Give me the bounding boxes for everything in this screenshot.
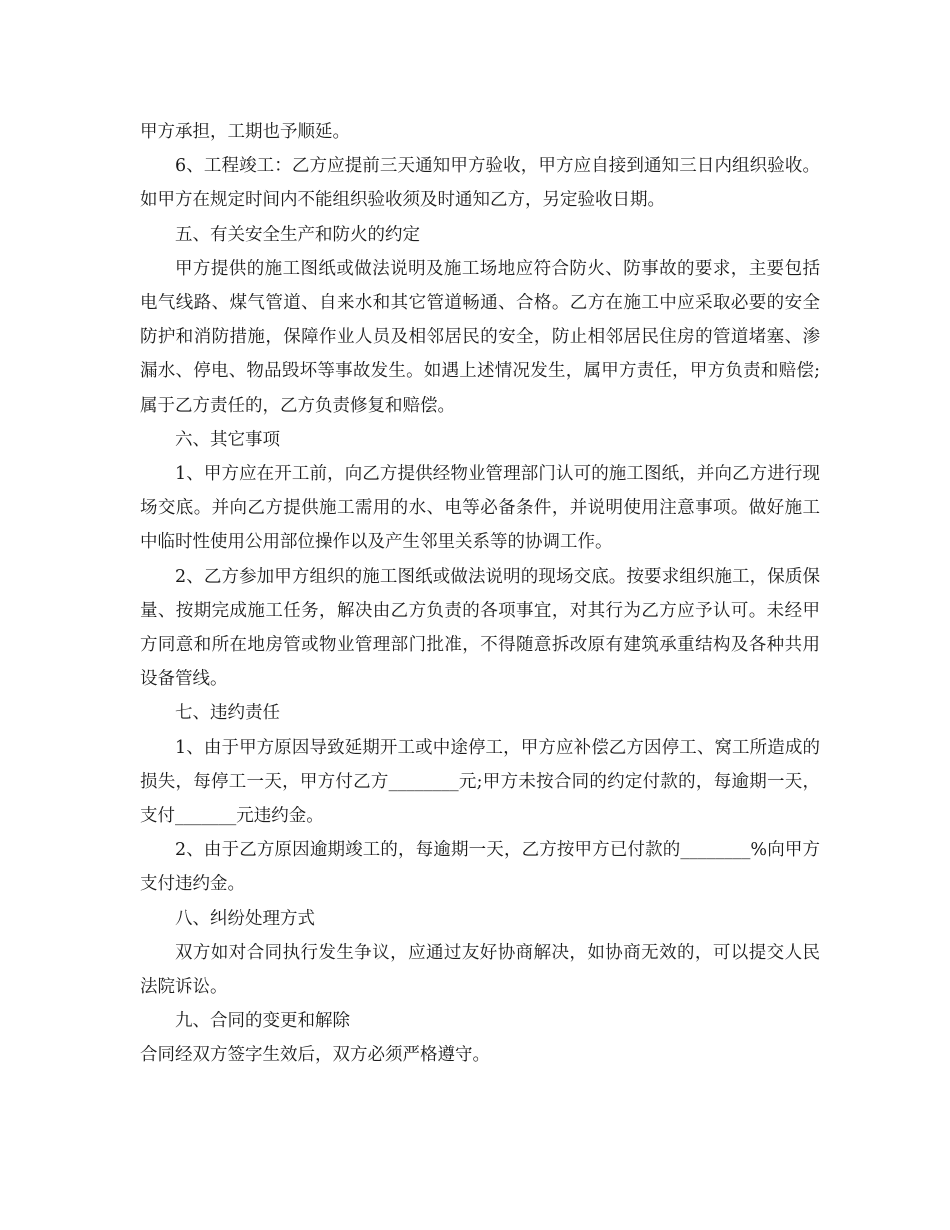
paragraph-safety-terms: 甲方提供的施工图纸或做法说明及施工场地应符合防火、防事故的要求，主要包括电气线路、煤气管道、自来水和其它管道畅通、合格。乙方在施工中应采取必要的安全防护和消防措施，保障作业人员及相邻居民的安全，防止相邻居民住房的管道堵塞、渗漏水、停电、物品毁坏等事故发生。如遇上述情况发生，属甲方责任，甲方负责和赔偿;属于乙方责任的，乙方负责修复和赔偿。 [140,258,820,416]
section-heading-other-matters: 六、其它事项 [175,429,280,450]
paragraph-party-b-liability: 2、由于乙方原因逾期竣工的，每逾期一天，乙方按甲方已付款的________%向甲方支付违约金。 [140,840,820,895]
paragraph-modification-terms: 合同经双方签字生效后，双方必须严格遵守。 [140,1045,490,1066]
paragraph-party-b-duties: 2、乙方参加甲方组织的施工图纸或做法说明的现场交底。按要求组织施工，保质保量、按期完成施工任务，解决由乙方负责的各项事宜，对其行为乙方应予认可。未经甲方同意和所在地房管或物业管理部门批准，不得随意拆改原有建筑承重结构及各种共用设备管线。 [140,566,820,690]
section-heading-dispute: 八、纠纷处理方式 [175,908,315,929]
paragraph-party-a-liability: 1、由于甲方原因导致延期开工或中途停工，甲方应补偿乙方因停工、窝工所造成的损失，每停工一天，甲方付乙方________元;甲方未按合同的约定付款的，每逾期一天，支付_______元违约金。 [140,737,820,827]
section-heading-modification: 九、合同的变更和解除 [175,1011,350,1032]
paragraph-party-a-duties: 1、甲方应在开工前，向乙方提供经物业管理部门认可的施工图纸，并向乙方进行现场交底。并向乙方提供施工需用的水、电等必备条件，并说明使用注意事项。做好施工中临时性使用公用部位操作以及产生邻里关系等的协调工作。 [140,464,820,553]
paragraph-dispute-terms: 双方如对合同执行发生争议，应通过友好协商解决，如协商无效的，可以提交人民法院诉讼。 [140,942,820,998]
paragraph-continuation: 甲方承担，工期也予顺延。 [140,122,350,142]
paragraph-completion-clause: 6、工程竣工：乙方应提前三天通知甲方验收，甲方应自接到通知三日内组织验收。如甲方在规定时间内不能组织验收须及时通知乙方，另定验收日期。 [140,156,820,211]
section-heading-liability: 七、违约责任 [175,703,280,724]
document-page [140,115,820,1073]
section-heading-safety: 五、有关安全生产和防火的约定 [175,224,420,245]
